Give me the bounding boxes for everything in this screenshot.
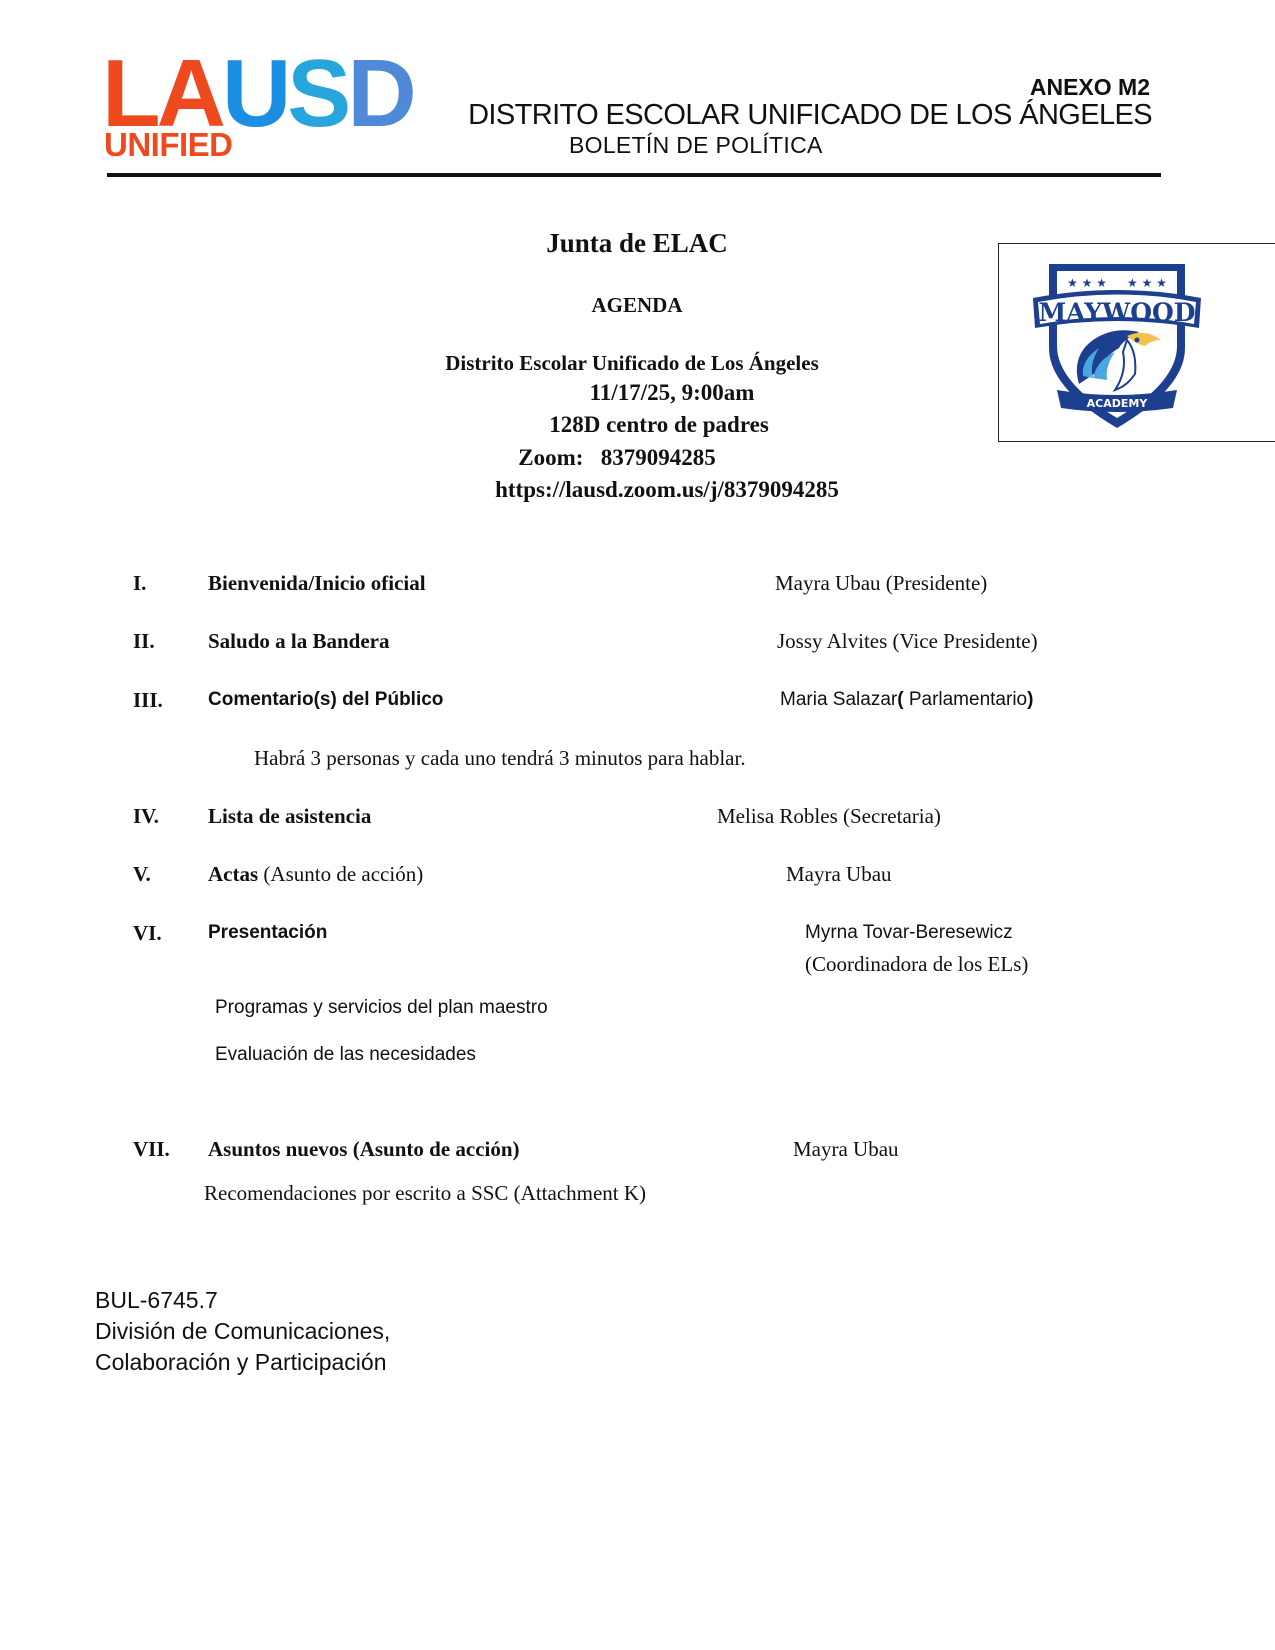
agenda-item-5-number: V. <box>133 862 151 886</box>
lausd-logo-letter: A <box>156 40 222 147</box>
maywood-logo-text: MAYWOOD <box>1038 298 1196 327</box>
meeting-subtitle: AGENDA <box>591 293 683 317</box>
agenda-item-3-presenter-open: ( <box>897 689 904 710</box>
agenda-item-3-note: Habrá 3 personas y cada uno tendrá 3 minutos para hablar. <box>254 746 746 770</box>
meeting-zoom-link[interactable]: https://lausd.zoom.us/j/8379094285 <box>495 477 839 502</box>
lausd-logo-letter: L <box>102 40 157 147</box>
agenda-item-6-title: Presentación <box>208 922 328 943</box>
agenda-item-4-presenter: Melisa Robles (Secretaria) <box>717 804 941 828</box>
agenda-item-3-presenter-role: Parlamentario <box>903 689 1028 710</box>
header-divider <box>107 173 1161 177</box>
district-name: DISTRITO ESCOLAR UNIFICADO DE LOS ÁNGELES <box>468 99 1152 131</box>
agenda-item-7-number: VII. <box>133 1137 170 1161</box>
bulletin-label: BOLETÍN DE POLÍTICA <box>569 132 823 158</box>
agenda-item-7-presenter: Mayra Ubau <box>793 1137 899 1161</box>
agenda-item-3-presenter-close: ) <box>1027 689 1034 710</box>
agenda-item-3-presenter <box>780 689 1033 711</box>
agenda-item-6-number: VI. <box>133 921 162 945</box>
meeting-location: 128D centro de padres <box>549 412 769 437</box>
agenda-item-6-subitem-1: Programas y servicios del plan maestro <box>215 997 548 1018</box>
agenda-item-2-title: Saludo a la Bandera <box>208 629 390 653</box>
agenda-item-4-title: Lista de asistencia <box>208 804 372 828</box>
agenda-item-7-note: Recomendaciones por escrito a SSC (Attachment K) <box>204 1181 647 1205</box>
agenda-item-5-presenter: Mayra Ubau <box>786 862 892 886</box>
agenda-item-1-title: Bienvenida/Inicio oficial <box>208 571 426 595</box>
maywood-academy-logo <box>998 243 1275 442</box>
agenda-item-6-presenter: Myrna Tovar-Beresewicz <box>805 922 1013 943</box>
lausd-logo-unified: UNIFIED <box>104 126 233 163</box>
footer-bulletin-code: BUL-6745.7 <box>95 1287 218 1313</box>
agenda-item-1-number: I. <box>133 571 147 595</box>
meeting-datetime: 11/17/25, 9:00am <box>589 380 755 405</box>
agenda-item-6-presenter-role: (Coordinadora de los ELs) <box>805 952 1029 976</box>
agenda-item-3-number: III. <box>133 688 163 712</box>
agenda-item-2-presenter: Jossy Alvites (Vice Presidente) <box>777 629 1038 653</box>
svg-text:★ ★ ★: ★ ★ ★ <box>1127 276 1167 290</box>
maywood-shield-icon <box>1027 256 1207 432</box>
footer-division-line-2: Colaboración y Participación <box>95 1349 387 1375</box>
lausd-logo-letter: S <box>287 40 348 147</box>
meeting-title: Junta de ELAC <box>546 228 728 258</box>
annex-label: ANEXO M2 <box>1029 74 1150 100</box>
meeting-zoom-id: Zoom: 8379094285 <box>518 445 716 470</box>
footer-division-line-1: División de Comunicaciones, <box>95 1318 391 1344</box>
agenda-item-6-subitem-2: Evaluación de las necesidades <box>215 1044 476 1065</box>
agenda-item-3-presenter-name: Maria Salazar <box>780 689 898 710</box>
agenda-item-5-title <box>208 862 423 887</box>
agenda-item-2-number: II. <box>133 629 155 653</box>
agenda-item-5-title-note: (Asunto de acción) <box>258 862 424 886</box>
lausd-logo-letter: U <box>221 40 288 147</box>
lausd-logo-letter: D <box>347 40 413 147</box>
agenda-item-5-title-main: Actas <box>208 862 259 886</box>
agenda-item-1-presenter: Mayra Ubau (Presidente) <box>775 571 988 595</box>
svg-text:★ ★ ★: ★ ★ ★ <box>1067 276 1107 290</box>
agenda-item-4-number: IV. <box>133 804 159 828</box>
meeting-district: Distrito Escolar Unificado de Los Ángeles <box>445 351 819 375</box>
agenda-item-3-title: Comentario(s) del Público <box>208 689 444 710</box>
agenda-item-7-title: Asuntos nuevos (Asunto de acción) <box>208 1137 520 1161</box>
maywood-logo-subtext: ACADEMY <box>1086 397 1148 410</box>
